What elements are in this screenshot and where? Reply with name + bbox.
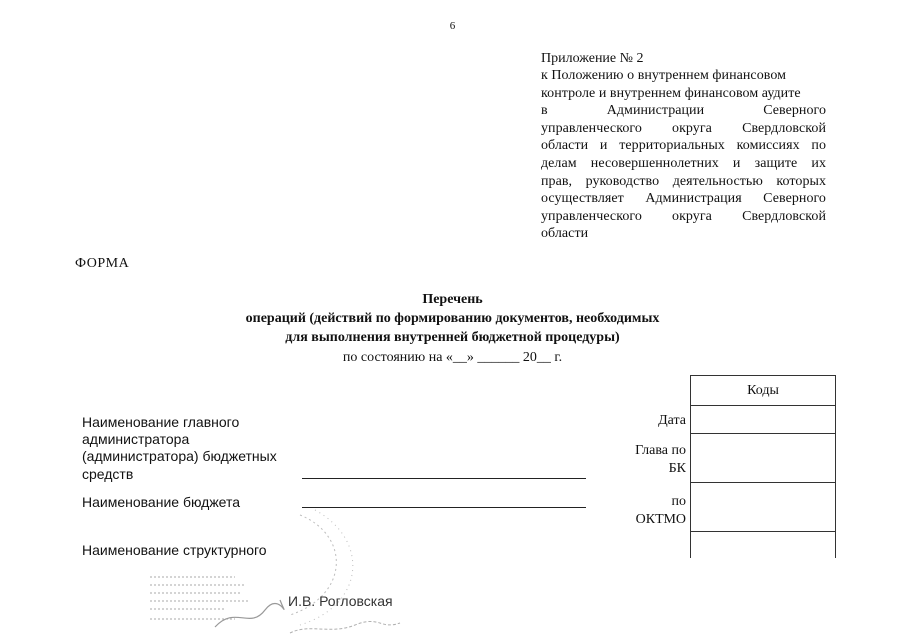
label-line: Глава по (635, 443, 686, 458)
chapter-bk-label (600, 442, 686, 477)
signature-name: И.В. Рогловская (288, 593, 393, 609)
date-label: Дата (658, 413, 686, 428)
codes-header: Коды (691, 376, 836, 406)
oktmo-code-cell[interactable] (691, 483, 836, 532)
label-line: ОКТМО (635, 511, 686, 527)
appendix-line: области и территориальных комиссиях по (541, 138, 826, 154)
appendix-line: в Администрации Северного (541, 103, 826, 119)
extra-code-cell[interactable] (691, 532, 836, 559)
appendix-line: делам несовершеннолетних и защите их (541, 155, 826, 171)
appendix-line: прав, руководство деятельностью которых (541, 173, 826, 189)
appendix-line: управленческого округа Свердловской (541, 208, 826, 224)
form-label: ФОРМА (75, 256, 130, 271)
title-line: для выполнения внутренней бюджетной процедуры) (285, 330, 620, 345)
appendix-line: контроле и внутреннем финансовом аудите (541, 85, 801, 101)
label-line: (администратора) бюджетных (82, 448, 277, 465)
document-title (150, 290, 755, 347)
label-line: администратора (82, 431, 190, 448)
structural-name-label: Наименование структурного (82, 542, 267, 558)
budget-name-label: Наименование бюджета (82, 494, 241, 510)
admin-name-field-line[interactable] (302, 478, 586, 479)
title-line: Перечень (422, 292, 483, 307)
appendix-line: управленческого округа Свердловской (541, 120, 826, 136)
appendix-text (541, 67, 826, 243)
page-number: 6 (449, 20, 456, 32)
chapter-code-cell[interactable] (691, 434, 836, 483)
oktmo-label (600, 493, 686, 528)
label-line: БК (668, 460, 686, 476)
appendix-line: области (541, 226, 589, 242)
label-line: Наименование главного (82, 414, 240, 430)
codes-table (690, 375, 836, 558)
admin-name-label (82, 414, 302, 483)
appendix-line: к Положению о внутреннем финансовом (541, 68, 787, 83)
appendix-title: Приложение № 2 (541, 51, 644, 66)
state-date-line: по состоянию на «__» ______ 20__ г. (342, 350, 563, 365)
stamp-signature-image (140, 505, 410, 640)
appendix-line: осуществляет Администрация Северного (541, 191, 826, 207)
label-line: по (671, 494, 686, 509)
date-code-cell[interactable] (691, 406, 836, 434)
label-line: средств (82, 465, 134, 482)
title-line: операций (действий по формированию документов, необходимых (245, 311, 660, 326)
